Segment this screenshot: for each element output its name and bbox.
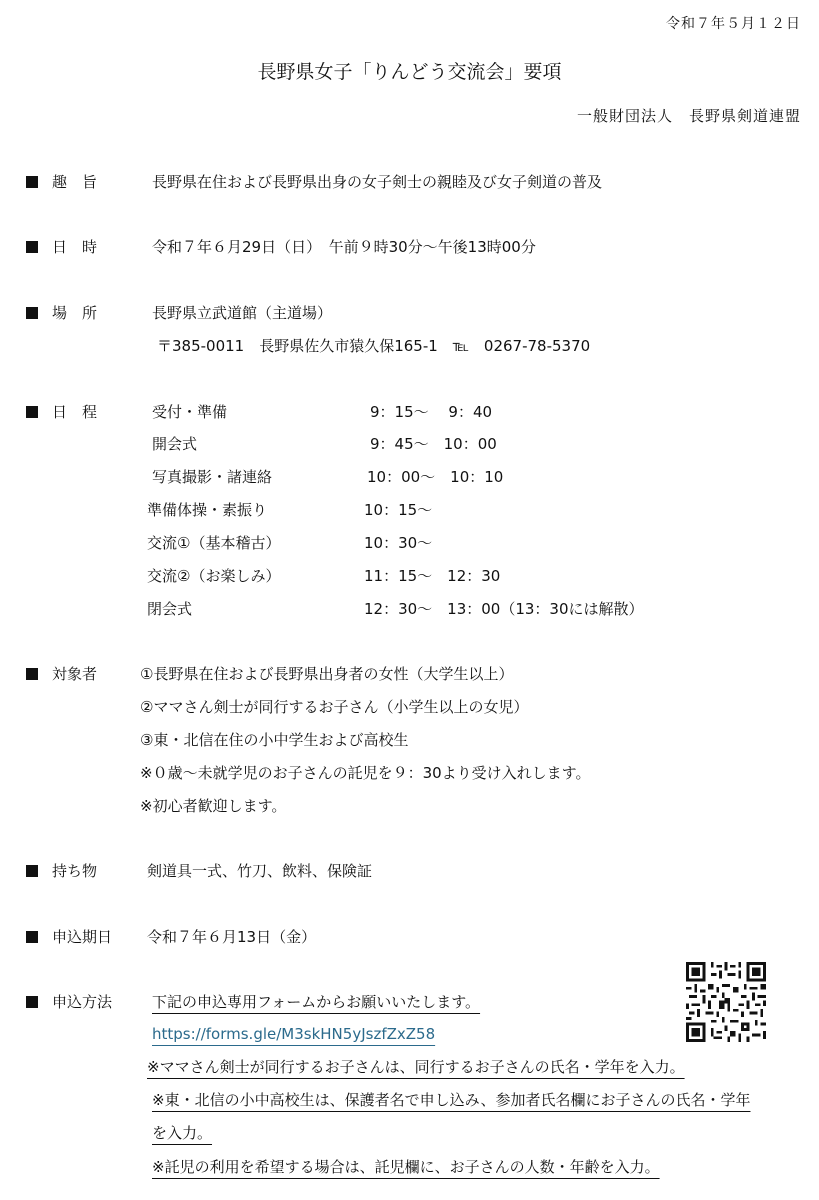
schedule-time: 11：15〜 12：30 [364,567,501,585]
venue-name: 長野県立武道館（主道場） [152,304,333,322]
application-intro: 下記の申込専用フォームからお願いいたします。 [152,993,481,1011]
section-label: 申込期日 [52,928,113,946]
section-label: 日 時 [52,238,98,256]
application-note: ※託児の利用を希望する場合は、託児欄に、お子さんの人数・年齢を入力。 [152,1158,660,1176]
section-nichiji-text: 令和７年６月29日（日） 午前９時30分〜午後13時00分 [152,238,536,256]
bullet-square-icon [26,931,38,943]
eligibility-line: ③東・北信在住の小中学生および高校生 [140,731,409,749]
section-basho-heading [26,303,97,323]
schedule-row: 受付・準備 [152,403,228,421]
schedule-row: 準備体操・素振り [147,501,268,519]
section-shushi-text: 長野県在住および長野県出身の女子剣士の親睦及び女子剣道の普及 [152,173,603,191]
bullet-square-icon [26,668,38,680]
section-label: 趣 旨 [52,173,98,191]
bullet-square-icon [26,307,38,319]
section-shushi-heading [26,172,97,192]
eligibility-line: ①長野県在住および長野県出身者の女性（大学生以上） [140,665,514,683]
bullet-square-icon [26,996,38,1008]
application-note: ※ママさん剣士が同行するお子さんは、同行するお子さんの氏名・学年を入力。 [147,1058,685,1076]
schedule-row: 写真撮影・諸連絡 [152,468,273,486]
schedule-row: 交流②（お楽しみ） [147,567,281,585]
belongings-text: 剣道具一式、竹刀、飲料、保険証 [147,862,373,880]
section-hoho-heading [26,992,112,1012]
schedule-row: 交流①（基本稽古） [147,534,281,552]
schedule-time: 12：30〜 13：00（13：30には解散） [364,600,644,618]
document-date: 令和７年５月１２日 [666,16,801,32]
section-label: 場 所 [52,304,98,322]
schedule-time: 9：45〜 10：00 [370,435,497,453]
section-label: 対象者 [52,665,98,683]
section-kigen-heading [26,927,112,947]
schedule-time: 10：30〜 [364,534,433,552]
schedule-row: 開会式 [152,435,198,453]
schedule-time: 9：15〜 9：40 [370,403,493,421]
schedule-time: 10：15〜 [364,501,433,519]
schedule-row: 閉会式 [147,600,193,618]
bullet-square-icon [26,865,38,877]
organization-name: 一般財団法人 長野県剣道連盟 [576,107,801,125]
eligibility-line: ※初心者歓迎します。 [140,797,287,815]
bullet-square-icon [26,241,38,253]
bullet-square-icon [26,176,38,188]
section-mochimono-heading [26,861,97,881]
eligibility-line: ※０歳〜未就学児のお子さんの託児を９：30より受け入れします。 [140,764,591,782]
section-label: 持ち物 [52,862,98,880]
application-form-link[interactable]: https://forms.gle/M3skHN5yJszfZxZ58 [152,1025,436,1043]
section-nittei-heading [26,402,97,422]
bullet-square-icon [26,406,38,418]
venue-address: 〒385-0011 長野県佐久市猿久保165-1 ℡ 0267-78-5370 [157,337,591,355]
schedule-time: 10：00〜 10：10 [367,468,504,486]
eligibility-line: ②ママさん剣士が同行するお子さん（小学生以上の女児） [140,698,529,716]
section-label: 日 程 [52,403,98,421]
qr-code-icon[interactable] [686,962,766,1042]
document-title: 長野県女子「りんどう交流会」要項 [257,61,562,83]
deadline-text: 令和７年６月13日（金） [147,928,317,946]
section-label: 申込方法 [52,993,113,1011]
application-note: を入力。 [152,1124,213,1142]
section-nichiji-heading [26,237,97,257]
section-taishosha-heading [26,664,97,684]
application-note: ※東・北信の小中高校生は、保護者名で申し込み、参加者氏名欄にお子さんの氏名・学年 [152,1091,751,1109]
